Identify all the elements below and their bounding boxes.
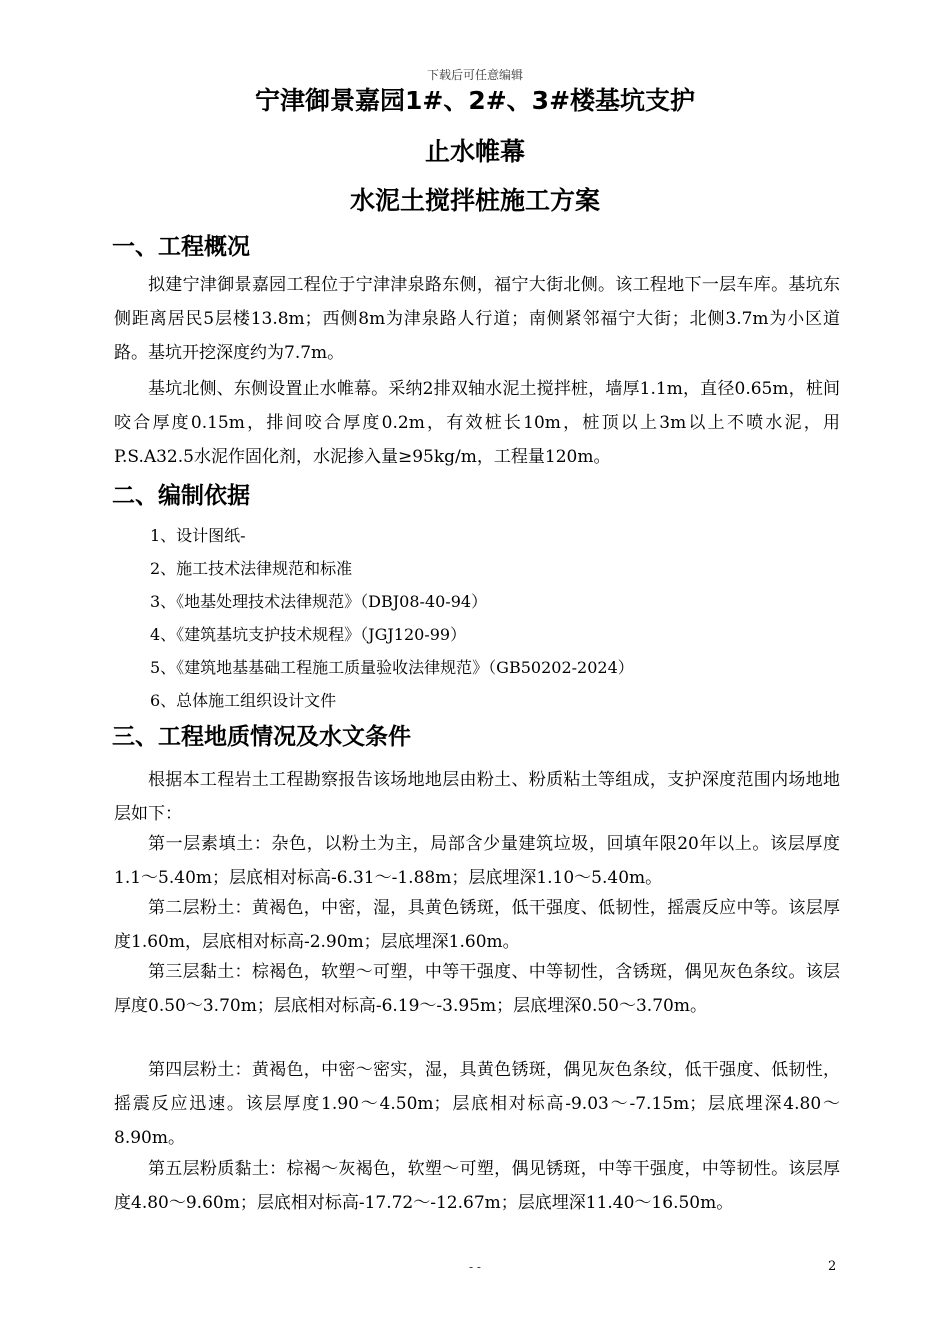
page-number: 2 [828, 1259, 837, 1274]
paragraph-layer-4: 第四层粉土：黄褐色，中密～密实，湿，具黄色锈斑，偶见灰色条纹，低干强度、低韧性，摇震反应迅速。该层厚度1.90～4.50m；层底相对标高-9.03～-7.15m；层底埋深4.80～8.90m。 [114, 1060, 840, 1148]
basis-item-1: 1、设计图纸- [150, 526, 246, 545]
paragraph-layer-2: 第二层粉土：黄褐色，中密，湿，具黄色锈斑，低干强度、低韧性，摇震反应中等。该层厚度1.60m，层底相对标高-2.90m；层底埋深1.60m。 [114, 898, 840, 952]
basis-item-3: 3、《地基处理技术法律规范》（DBJ08-40-94） [150, 592, 488, 611]
paragraph-layer-5: 第五层粉质黏土：棕褐～灰褐色，软塑～可塑，偶见锈斑，中等干强度，中等韧性。该层厚度4.80～9.60m；层底相对标高-17.72～-12.67m；层底埋深11.40～16.50m。 [114, 1159, 840, 1213]
title-line-1: 宁津御景嘉园1#、2#、3#楼基坑支护 [254, 86, 696, 115]
paragraph-layer-1: 第一层素填土：杂色，以粉土为主，局部含少量建筑垃圾，回填年限20年以上。该层厚度1.1～5.40m；层底相对标高-6.31～-1.88m；层底埋深1.10～5.40m。 [114, 834, 840, 888]
basis-item-5: 5、《建筑地基基础工程施工质量验收法律规范》（GB50202-2024） [150, 658, 634, 677]
title-line-2: 止水帷幕 [424, 137, 525, 166]
basis-item-4: 4、《建筑基坑支护技术规程》（JGJ120-99） [150, 625, 467, 644]
paragraph-overview-2: 基坑北侧、东侧设置止水帷幕。采纳2排双轴水泥土搅拌桩，墙厚1.1m，直径0.65m，桩间咬合厚度0.15m，排间咬合厚度0.2m，有效桩长10m，桩顶以上3m以上不喷水泥，用P.S.A32.5水泥作固化剂，水泥掺入量≥95kg/m，工程量120m。 [114, 379, 840, 467]
section-heading-geology: 三、工程地质情况及水文条件 [112, 724, 411, 750]
paragraph-geology-intro: 根据本工程岩土工程勘察报告该场地地层由粉土、粉质粘土等组成，支护深度范围内场地地层如下： [114, 770, 840, 824]
paragraph-overview-1: 拟建宁津御景嘉园工程位于宁津津泉路东侧，福宁大街北侧。该工程地下一层车库。基坑东侧距离居民5层楼13.8m；西侧8m为津泉路人行道；南侧紧邻福宁大街；北侧3.7m为小区道路。基坑开挖深度约为7.7m。 [114, 275, 840, 363]
header-note: 下载后可任意编辑 [426, 68, 523, 82]
paragraph-layer-3: 第三层黏土：棕褐色，软塑～可塑，中等干强度、中等韧性，含锈斑，偶见灰色条纹。该层厚度0.50～3.70m；层底相对标高-6.19～-3.95m；层底埋深0.50～3.70m。 [114, 962, 840, 1016]
title-line-3: 水泥土搅拌桩施工方案 [349, 186, 600, 215]
footer-mark: - - [469, 1260, 481, 1274]
basis-item-2: 2、施工技术法律规范和标准 [150, 559, 353, 578]
section-heading-basis: 二、编制依据 [112, 483, 250, 509]
basis-item-6: 6、总体施工组织设计文件 [150, 691, 337, 710]
section-heading-overview: 一、工程概况 [112, 234, 250, 260]
